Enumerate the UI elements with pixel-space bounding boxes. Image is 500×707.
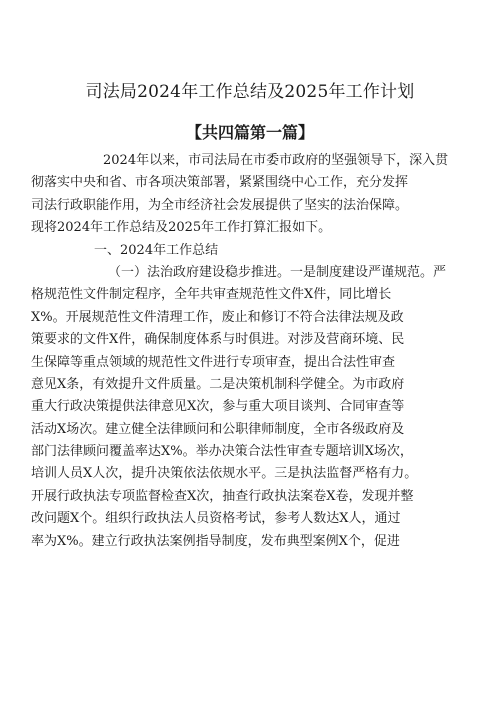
body-line: 格规范性文件制定程序，全年共审查规范性文件X件，同比增长: [31, 287, 392, 303]
body-line: （一）法治政府建设稳步推进。一是制度建设严谨规范。严: [108, 264, 447, 280]
document-body: [31, 150, 449, 553]
body-line: 司法行政职能作用，为全市经济社会发展提供了坚实的法治保障。: [31, 197, 409, 213]
body-line: 培训人员X人次，提升决策依法依规水平。三是执法监督严格有力。: [31, 466, 418, 482]
body-line: 2024年以来，市司法局在市委市政府的坚强领导下，深入贯: [103, 153, 449, 168]
body-line: 现将2024年工作总结及2025年工作打算汇报如下。: [31, 220, 332, 236]
body-line: 部门法律顾问覆盖率达X%。举办决策合法性审查专题培训X场次，: [31, 444, 413, 460]
section-heading: 一、2024年工作总结: [94, 242, 219, 258]
body-line: 活动X场次。建立健全法律顾问和公职律师制度，全市各级政府及: [31, 421, 405, 437]
document-title: 司法局2024年工作总结及2025年工作计划: [85, 82, 415, 102]
body-line: 重大行政决策提供法律意见X次，参与重大项目谈判、合同审查等: [31, 399, 405, 415]
body-line: 率为X%。建立行政执法案例指导制度，发布典型案例X个，促进: [31, 533, 400, 549]
body-line: 彻落实中央和省、市各项决策部署，紧紧围绕中心工作，充分发挥: [31, 175, 409, 191]
body-line: X%。开展规范性文件清理工作，废止和修订不符合法律法规及政: [31, 309, 404, 325]
body-line: 策要求的文件X件，确保制度体系与时俱进。对涉及营商环境、民: [31, 332, 405, 348]
document-subtitle: 【共四篇第一篇】: [185, 123, 314, 142]
body-line: 生保障等重点领域的规范性文件进行专项审查，提出合法性审查: [31, 354, 396, 370]
body-line: 改问题X个。组织行政执法人员资格考试，参考人数达X人，通过: [31, 511, 401, 527]
body-line: 开展行政执法专项监督检查X次，抽查行政执法案卷X卷，发现并整: [31, 488, 414, 504]
body-line: 意见X条，有效提升文件质量。二是决策机制科学健全。为市政府: [31, 376, 405, 392]
